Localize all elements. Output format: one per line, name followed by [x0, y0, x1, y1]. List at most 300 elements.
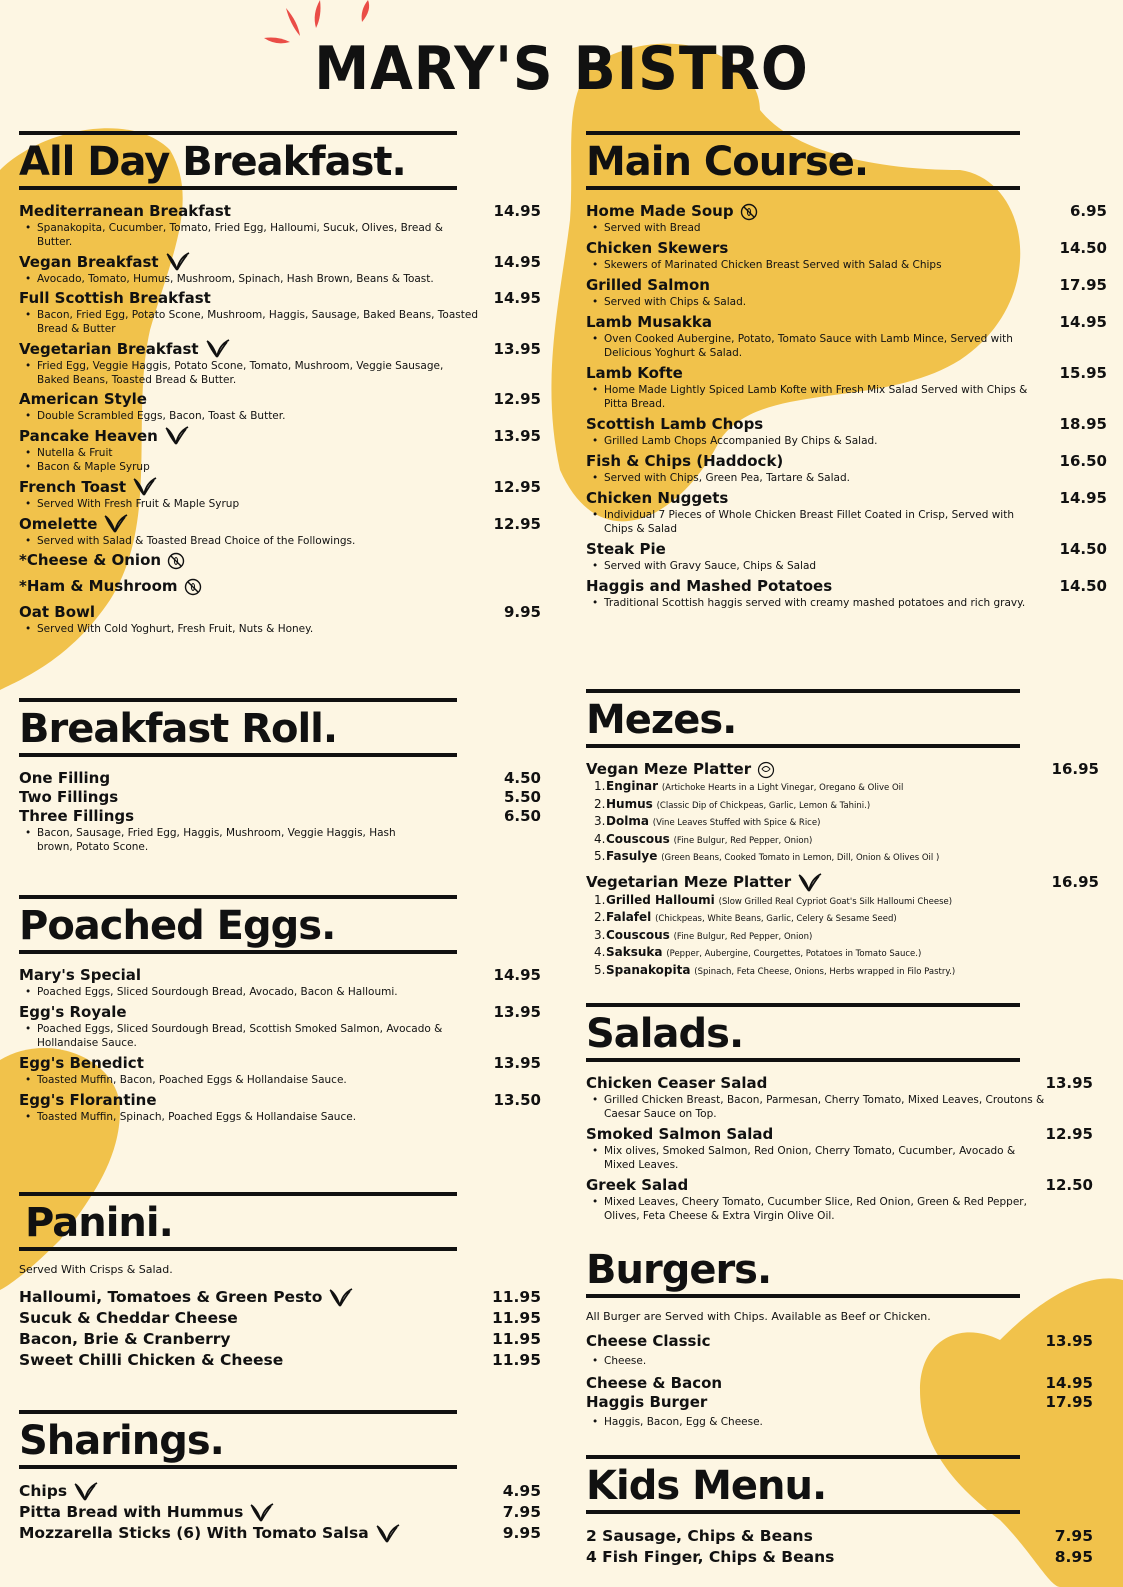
list-item — [586, 1074, 1107, 1121]
menu-item-row — [586, 1393, 1107, 1412]
menu-item-row — [586, 1176, 1107, 1195]
menu-item-description: • Served With Fresh Fruit & Maple Syrup — [19, 497, 479, 511]
list-item — [19, 514, 541, 548]
menu-item-row — [19, 202, 541, 221]
meze-sub-description: (Fine Bulgur, Red Pepper, Onion) — [673, 931, 813, 942]
section-kids — [586, 1455, 1107, 1568]
menu-item-name — [586, 873, 823, 893]
menu-item-name — [19, 1054, 144, 1073]
menu-item-title: Smoked Salmon Salad — [586, 1125, 774, 1143]
menu-item-price: 13.95 — [493, 1054, 541, 1072]
gluten-free-icon — [167, 552, 185, 570]
menu-item-row — [19, 426, 541, 446]
menu-item-name — [19, 477, 158, 497]
list-item — [586, 276, 1107, 309]
menu-item-name — [19, 966, 141, 985]
menu-item-row — [19, 966, 541, 985]
menu-item-description: • Cheese. — [586, 1354, 1046, 1368]
meze-sub-description: (Fine Bulgur, Red Pepper, Onion) — [673, 835, 813, 846]
section-header — [586, 1455, 1020, 1514]
menu-item-name — [586, 415, 763, 434]
menu-item-row — [586, 760, 1103, 779]
menu-item-title: Mary's Special — [19, 966, 141, 984]
meze-sub-item — [594, 893, 1103, 911]
menu-item-name — [19, 1329, 231, 1350]
menu-item-row — [586, 1332, 1107, 1351]
meze-sub-number: 1. — [594, 779, 606, 793]
list-item — [586, 1125, 1107, 1172]
menu-item-name — [586, 1176, 688, 1195]
menu-item-description: • Mixed Leaves, Cheery Tomato, Cucumber Slice, Red Onion, Green & Red Pepper, Olives, Feta Cheese & Extra Virgin Olive Oil. — [586, 1195, 1046, 1223]
leaf-icon — [205, 339, 231, 359]
menu-item-row — [586, 364, 1107, 383]
menu-item-row — [19, 1287, 541, 1308]
breakfast-list — [19, 202, 541, 636]
menu-item-price: 13.95 — [1045, 1074, 1093, 1092]
meze-sub-description: (Slow Grilled Real Cypriot Goat's Silk Halloumi Cheese) — [718, 896, 953, 907]
menu-item-description: • Served with Bread — [586, 221, 1046, 235]
menu-item-row — [586, 452, 1107, 471]
meze-sub-item — [594, 797, 1103, 815]
menu-item-name — [19, 202, 231, 221]
menu-item-description: • Bacon, Fried Egg, Potato Scone, Mushroom, Haggis, Sausage, Baked Beans, Toasted Bread & Butter — [19, 308, 479, 336]
menu-item-price: 16.50 — [1059, 452, 1107, 470]
meze-sub-item — [594, 779, 1103, 797]
menu-item-title: Three Fillings — [19, 807, 135, 825]
menu-item-title: Omelette — [19, 514, 98, 533]
menu-item-title: Egg's Benedict — [19, 1054, 144, 1072]
menu-item-description: • Spanakopita, Cucumber, Tomato, Fried Egg, Halloumi, Sucuk, Olives, Bread & Butter. — [19, 221, 479, 249]
menu-item-name — [586, 1125, 773, 1144]
section-header — [586, 1003, 1020, 1062]
section-heading: Salads. — [586, 1011, 744, 1057]
menu-item-price: 12.95 — [493, 477, 541, 496]
menu-item-price: 7.95 — [1054, 1527, 1093, 1545]
leaf-icon — [164, 426, 190, 446]
menu-item-price: 14.95 — [1059, 313, 1107, 331]
menu-item-row — [19, 551, 541, 570]
burgers-list — [586, 1332, 1107, 1429]
menu-item-title: Mozzarella Sticks (6) With Tomato Salsa — [19, 1524, 369, 1542]
sharings-list — [19, 1481, 541, 1544]
menu-item-descriptions — [19, 409, 541, 423]
menu-item-row — [19, 788, 541, 807]
menu-item-price: 7.95 — [502, 1503, 541, 1521]
roll-list — [19, 769, 541, 826]
kids-list — [586, 1526, 1107, 1568]
menu-item-title: Scottish Lamb Chops — [586, 415, 764, 433]
menu-item-name — [19, 769, 110, 788]
menu-item-description: • Skewers of Marinated Chicken Breast Served with Salad & Chips — [586, 258, 1046, 272]
menu-item-row — [19, 603, 541, 622]
section-header — [19, 1410, 457, 1469]
menu-item-price: 14.95 — [1045, 1374, 1093, 1392]
menu-item-row — [19, 577, 541, 596]
menu-item-description: • Home Made Lightly Spiced Lamb Kofte with Fresh Mix Salad Served with Chips & Pitta Bread. — [586, 383, 1046, 411]
menu-item-price: 13.95 — [493, 1003, 541, 1021]
menu-item-title: Egg's Florantine — [19, 1091, 157, 1109]
gluten-free-icon — [184, 578, 202, 596]
menu-item-price: 8.95 — [1054, 1548, 1093, 1566]
gluten-free-icon — [740, 203, 758, 221]
menu-item-title: Chicken Skewers — [586, 239, 729, 257]
menu-item-description: • Grilled Lamb Chops Accompanied By Chips & Salad. — [586, 434, 1046, 448]
menu-item-price: 6.95 — [1069, 202, 1107, 220]
list-item — [19, 289, 541, 336]
menu-item-title: Sweet Chilli Chicken & Cheese — [19, 1351, 284, 1369]
menu-item-price: 9.95 — [502, 1524, 541, 1542]
menu-item-price: 14.95 — [1059, 489, 1107, 507]
list-item — [586, 202, 1107, 235]
menu-item-name — [19, 1308, 238, 1329]
menu-item-title: Haggis and Mashed Potatoes — [586, 577, 833, 595]
menu-item-row — [19, 1350, 541, 1371]
menu-item-price: 12.95 — [493, 390, 541, 408]
section-heading: Main Course. — [586, 139, 869, 185]
menu-item-name — [19, 1481, 99, 1502]
list-item — [19, 339, 541, 387]
meze-sub-item — [594, 832, 1103, 850]
menu-item-description: • Poached Eggs, Sliced Sourdough Bread, Scottish Smoked Salmon, Avocado & Hollandaise Sauce. — [19, 1022, 479, 1050]
meze-sub-number: 3. — [594, 927, 606, 942]
menu-item-title: Vegetarian Meze Platter — [586, 873, 792, 891]
list-item — [586, 239, 1107, 272]
meze-sub-description: (Chickpeas, White Beans, Garlic, Celery & Sesame Seed) — [655, 914, 897, 924]
menu-item-price: 11.95 — [491, 1351, 541, 1369]
menu-item-price: 11.95 — [491, 1309, 541, 1327]
menu-item-title: Greek Salad — [586, 1176, 689, 1194]
menu-item-name — [19, 1350, 283, 1371]
menu-item-name — [19, 426, 190, 446]
section-heading: Mezes. — [586, 697, 737, 743]
list-item — [586, 1374, 1107, 1393]
menu-item-row — [19, 1502, 541, 1523]
list-item — [586, 1393, 1107, 1429]
list-item — [586, 1176, 1107, 1223]
menu-item-price: 14.95 — [493, 289, 541, 307]
list-item — [19, 252, 541, 286]
menu-item-price: 17.95 — [1045, 1393, 1093, 1411]
menu-item-row — [19, 390, 541, 409]
menu-item-descriptions — [19, 221, 541, 249]
menu-item-price: 12.95 — [493, 514, 541, 533]
menu-item-row — [19, 252, 541, 272]
section-header — [586, 1243, 1020, 1298]
menu-item-price: 14.95 — [493, 202, 541, 220]
section-breakfast — [19, 131, 541, 639]
roll-description: • Bacon, Sausage, Fried Egg, Haggis, Mushroom, Veggie Haggis, Hash brown, Potato Scone. — [19, 826, 419, 854]
menu-item-row — [586, 1374, 1107, 1393]
meze-sub-description: (Vine Leaves Stuffed with Spice & Rice) — [652, 818, 821, 828]
menu-item-price: 17.95 — [1059, 276, 1107, 294]
meze-sub-item — [594, 910, 1103, 928]
menu-item-row — [19, 1329, 541, 1350]
menu-item-row — [19, 1523, 541, 1544]
list-item — [586, 364, 1107, 411]
meze-sub-name: Spanakopita — [606, 962, 691, 977]
menu-item-title: Cheese Classic — [586, 1332, 711, 1350]
section-header — [19, 698, 457, 757]
section-burgers — [586, 1243, 1107, 1435]
menu-item-title: French Toast — [19, 477, 127, 496]
section-header — [586, 131, 1020, 190]
list-item — [586, 313, 1107, 360]
menu-item-descriptions — [19, 622, 541, 636]
menu-item-name — [586, 313, 712, 332]
list-item — [19, 551, 541, 570]
meze-sub-description: (Spinach, Feta Cheese, Onions, Herbs wrapped in Filo Pastry.) — [694, 966, 956, 977]
list-item — [19, 577, 541, 596]
menu-item-name — [586, 1547, 834, 1568]
meze-sub-name: Saksuka — [606, 945, 663, 959]
menu-item-name — [19, 551, 185, 570]
leaf-icon — [132, 477, 158, 497]
meze-sub-description: (Pepper, Aubergine, Courgettes, Potatoes in Tomato Sauce.) — [666, 949, 922, 959]
mezes-list — [586, 760, 1103, 980]
list-item — [19, 477, 541, 511]
menu-item-name — [19, 1003, 127, 1022]
menu-item-title: Home Made Soup — [586, 202, 734, 220]
menu-item-name — [586, 1074, 767, 1093]
menu-item-price: 14.50 — [1059, 540, 1107, 558]
menu-item-price: 14.50 — [1059, 239, 1107, 257]
menu-item-price: 9.95 — [503, 603, 541, 621]
menu-item-description: • Double Scrambled Eggs, Bacon, Toast & Butter. — [19, 409, 479, 423]
menu-item-row — [586, 276, 1107, 295]
menu-item-row — [19, 1054, 541, 1073]
panini-list — [19, 1287, 541, 1371]
menu-item-price: 15.95 — [1059, 364, 1107, 382]
list-item — [19, 390, 541, 423]
menu-item-name — [19, 390, 147, 409]
menu-item-description: • Haggis, Bacon, Egg & Cheese. — [586, 1415, 1046, 1429]
menu-item-row — [586, 313, 1107, 332]
meze-sub-description: (Green Beans, Cooked Tomato in Lemon, Dill, Onion & Olives Oil ) — [661, 853, 940, 863]
leaf-icon — [249, 1503, 275, 1523]
menu-item-title: Fish & Chips (Haddock) — [586, 452, 784, 470]
meze-platter — [586, 873, 1103, 981]
menu-item-name — [19, 577, 202, 596]
menu-item-row — [586, 1526, 1107, 1547]
menu-item-row — [586, 415, 1107, 434]
menu-item-row — [19, 514, 541, 534]
menu-item-title: Pancake Heaven — [19, 426, 158, 445]
list-item — [586, 1332, 1107, 1368]
menu-item-name — [19, 1287, 354, 1308]
menu-item-row — [586, 1125, 1107, 1144]
menu-item-title: Vegan Meze Platter — [586, 760, 752, 778]
meze-sub-number: 2. — [594, 910, 606, 924]
meze-sub-name: Fasulye — [606, 849, 658, 863]
list-item — [19, 1003, 541, 1050]
menu-item-price: 13.95 — [1045, 1332, 1093, 1350]
menu-item-price: 13.95 — [493, 426, 541, 445]
menu-item-name — [586, 1332, 711, 1351]
menu-item-title: Lamb Kofte — [586, 364, 683, 382]
menu-item-title: Pitta Bread with Hummus — [19, 1503, 244, 1521]
menu-item-descriptions — [19, 308, 541, 336]
menu-item-name — [586, 276, 710, 295]
leaf-icon — [73, 1482, 99, 1502]
menu-item-title: Chips — [19, 1482, 68, 1500]
meze-sub-description: (Artichoke Hearts in a Light Vinegar, Oregano & Olive Oil — [661, 783, 904, 793]
leaf-icon — [328, 1288, 354, 1308]
menu-item-title: Chicken Ceaser Salad — [586, 1074, 768, 1092]
menu-item-name — [19, 339, 231, 359]
menu-item-price: 11.95 — [491, 1330, 541, 1348]
section-heading: Breakfast Roll. — [19, 706, 338, 752]
page-title: MARY'S BISTRO — [314, 34, 809, 104]
menu-item-title: One Filling — [19, 769, 111, 787]
menu-item-title: Haggis Burger — [586, 1393, 708, 1411]
menu-item-name — [19, 289, 211, 308]
menu-item-description: • Grilled Chicken Breast, Bacon, Parmesan, Cherry Tomato, Mixed Leaves, Croutons & Caesar Sauce on Top. — [586, 1093, 1046, 1121]
meze-sub-item — [594, 814, 1103, 832]
menu-item-price: 13.50 — [493, 1091, 541, 1109]
leaf-icon — [165, 252, 191, 272]
menu-item-title: Cheese & Bacon — [586, 1374, 723, 1392]
meze-sub-name: Couscous — [606, 831, 670, 846]
meze-sub-description: (Classic Dip of Chickpeas, Garlic, Lemon & Tahini.) — [656, 800, 871, 811]
salads-list — [586, 1074, 1107, 1223]
section-header — [19, 131, 457, 190]
menu-item-name — [586, 202, 758, 221]
menu-item-name — [19, 788, 118, 807]
menu-item-row — [19, 1091, 541, 1110]
list-item — [586, 540, 1107, 573]
list-item — [586, 577, 1107, 610]
menu-item-price: 13.95 — [493, 339, 541, 358]
meze-sub-name: Falafel — [606, 910, 652, 924]
menu-item-title: *Cheese & Onion — [19, 551, 162, 569]
section-heading: All Day Breakfast. — [19, 139, 406, 185]
menu-item-description: • Fried Egg, Veggie Haggis, Potato Scone, Tomato, Mushroom, Veggie Sausage, Baked Beans, Toasted Bread & Butter. — [19, 359, 479, 387]
menu-item-title: Bacon, Brie & Cranberry — [19, 1330, 231, 1348]
menu-item-description: • Poached Eggs, Sliced Sourdough Bread, Avocado, Bacon & Halloumi. — [19, 985, 479, 999]
menu-item-name — [586, 1374, 722, 1393]
menu-item-row — [586, 577, 1107, 596]
menu-item-price: 16.95 — [1051, 760, 1099, 778]
menu-item-name — [586, 577, 832, 596]
menu-item-row — [19, 1481, 541, 1502]
meze-sub-number: 5. — [594, 962, 606, 977]
main-list — [586, 202, 1107, 610]
menu-item-row — [586, 202, 1107, 221]
list-item — [19, 1091, 541, 1124]
section-main — [586, 131, 1107, 614]
meze-sub-list — [586, 779, 1103, 867]
meze-sub-name: Couscous — [606, 927, 670, 942]
menu-item-name — [586, 1526, 813, 1547]
section-heading: Poached Eggs. — [19, 903, 336, 949]
menu-item-price: 12.95 — [1045, 1125, 1093, 1143]
section-panini — [19, 1192, 541, 1371]
menu-item-price: 4.95 — [502, 1482, 541, 1500]
menu-item-name — [19, 807, 134, 826]
menu-item-row — [586, 239, 1107, 258]
leaf-icon — [375, 1524, 401, 1544]
meze-sub-item — [594, 928, 1103, 946]
menu-item-title: Mediterranean Breakfast — [19, 202, 231, 220]
section-heading: Burgers. — [586, 1247, 772, 1293]
menu-item-descriptions — [19, 446, 541, 474]
menu-item-price: 5.50 — [503, 788, 541, 806]
menu-item-price: 14.95 — [493, 252, 541, 271]
list-item — [19, 603, 541, 636]
menu-item-row — [586, 540, 1107, 559]
menu-item-title: 4 Fish Finger, Chips & Beans — [586, 1548, 835, 1566]
menu-item-description: • Individual 7 Pieces of Whole Chicken Breast Fillet Coated in Crisp, Served with Chips & Salad — [586, 508, 1046, 536]
menu-item-description: • Traditional Scottish haggis served with creamy mashed potatoes and rich gravy. — [586, 596, 1046, 610]
list-item — [19, 966, 541, 999]
menu-item-name — [586, 760, 775, 779]
meze-sub-item — [594, 945, 1103, 963]
menu-item-name — [586, 1393, 707, 1412]
menu-item-price: 16.95 — [1051, 873, 1099, 891]
menu-item-name — [19, 252, 191, 272]
menu-item-price: 14.50 — [1059, 577, 1107, 595]
meze-sub-number: 4. — [594, 945, 606, 959]
menu-item-description: • Bacon & Maple Syrup — [19, 460, 479, 474]
menu-item-row — [19, 769, 541, 788]
section-sharings — [19, 1410, 541, 1544]
menu-item-name — [19, 1502, 275, 1523]
menu-item-title: American Style — [19, 390, 147, 408]
menu-item-price: 12.50 — [1045, 1176, 1093, 1194]
leaf-icon — [103, 514, 129, 534]
section-header — [586, 689, 1020, 748]
menu-item-title: Sucuk & Cheddar Cheese — [19, 1309, 238, 1327]
menu-item-descriptions — [19, 272, 541, 286]
meze-sub-name: Enginar — [606, 779, 659, 793]
list-item — [586, 489, 1107, 536]
menu-item-title: Grilled Salmon — [586, 276, 710, 294]
menu-item-name — [586, 452, 783, 471]
menu-item-title: Two Fillings — [19, 788, 119, 806]
section-header — [19, 1192, 457, 1251]
meze-sub-list — [586, 893, 1103, 981]
menu-item-price: 6.50 — [503, 807, 541, 825]
list-item — [19, 1054, 541, 1087]
list-item — [586, 452, 1107, 485]
section-roll — [19, 698, 541, 858]
menu-item-title: Egg's Royale — [19, 1003, 127, 1021]
menu-item-row — [586, 1074, 1107, 1093]
menu-item-description: • Toasted Muffin, Bacon, Poached Eggs & Hollandaise Sauce. — [19, 1073, 479, 1087]
meze-sub-name: Grilled Halloumi — [606, 892, 715, 907]
menu-item-row — [19, 477, 541, 497]
menu-item-description: • Mix olives, Smoked Salmon, Red Onion, Cherry Tomato, Cucumber, Avocado & Mixed Leaves. — [586, 1144, 1046, 1172]
menu-item-title: Vegetarian Breakfast — [19, 339, 199, 358]
menu-item-description: • Served with Salad & Toasted Bread Choice of the Followings. — [19, 534, 479, 548]
menu-item-row — [19, 1003, 541, 1022]
meze-sub-number: 5. — [594, 849, 606, 863]
menu-item-descriptions — [19, 534, 541, 548]
meze-sub-number: 3. — [594, 814, 606, 828]
meze-sub-name: Humus — [606, 796, 653, 811]
menu-item-description: • Served with Gravy Sauce, Chips & Salad — [586, 559, 1046, 573]
menu-item-name — [19, 514, 129, 534]
panini-note: Served With Crisps & Salad. — [19, 1263, 173, 1276]
menu-item-name — [586, 364, 683, 383]
vegan-badge-icon — [757, 761, 775, 779]
menu-item-name — [586, 239, 728, 258]
menu-item-description: • Nutella & Fruit — [19, 446, 479, 460]
meze-platter — [586, 760, 1103, 867]
menu-item-description: • Toasted Muffin, Spinach, Poached Eggs & Hollandaise Sauce. — [19, 1110, 479, 1124]
meze-sub-number: 1. — [594, 892, 606, 907]
menu-item-description: • Avocado, Tomato, Humus, Mushroom, Spinach, Hash Brown, Beans & Toast. — [19, 272, 479, 286]
